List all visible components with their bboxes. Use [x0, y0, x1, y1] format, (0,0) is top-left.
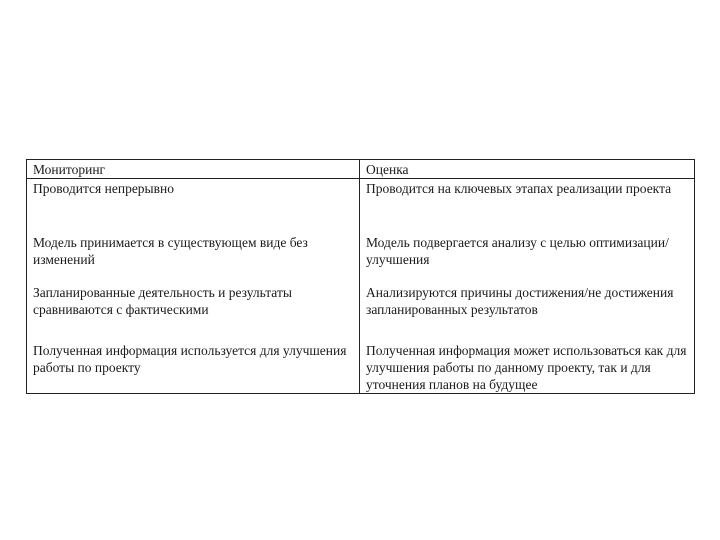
table-row — [27, 179, 695, 232]
header-monitoring: Мониторинг — [27, 160, 360, 179]
header-evaluation: Оценка — [360, 160, 695, 179]
table-row — [27, 337, 695, 394]
table-row — [27, 231, 695, 278]
monitoring-cell: Проводится непрерывно — [27, 179, 360, 232]
evaluation-cell: Полученная информация может использоваться как для улучшения работы по данному проекту, так и для уточнения планов на будущее — [360, 337, 695, 394]
monitoring-cell: Полученная информация используется для улучшения работы по проекту — [27, 337, 360, 394]
table-row — [27, 278, 695, 337]
evaluation-cell: Модель подвергается анализу с целью оптимизации/улучшения — [360, 231, 695, 278]
evaluation-cell: Анализируются причины достижения/не достижения запланированных результатов — [360, 278, 695, 337]
monitoring-cell: Запланированные деятельность и результаты сравниваются с фактическими — [27, 278, 360, 337]
evaluation-cell: Проводится на ключевых этапах реализации проекта — [360, 179, 695, 232]
comparison-table — [26, 159, 695, 394]
monitoring-cell: Модель принимается в существующем виде без изменений — [27, 231, 360, 278]
table-header-row — [27, 160, 695, 179]
